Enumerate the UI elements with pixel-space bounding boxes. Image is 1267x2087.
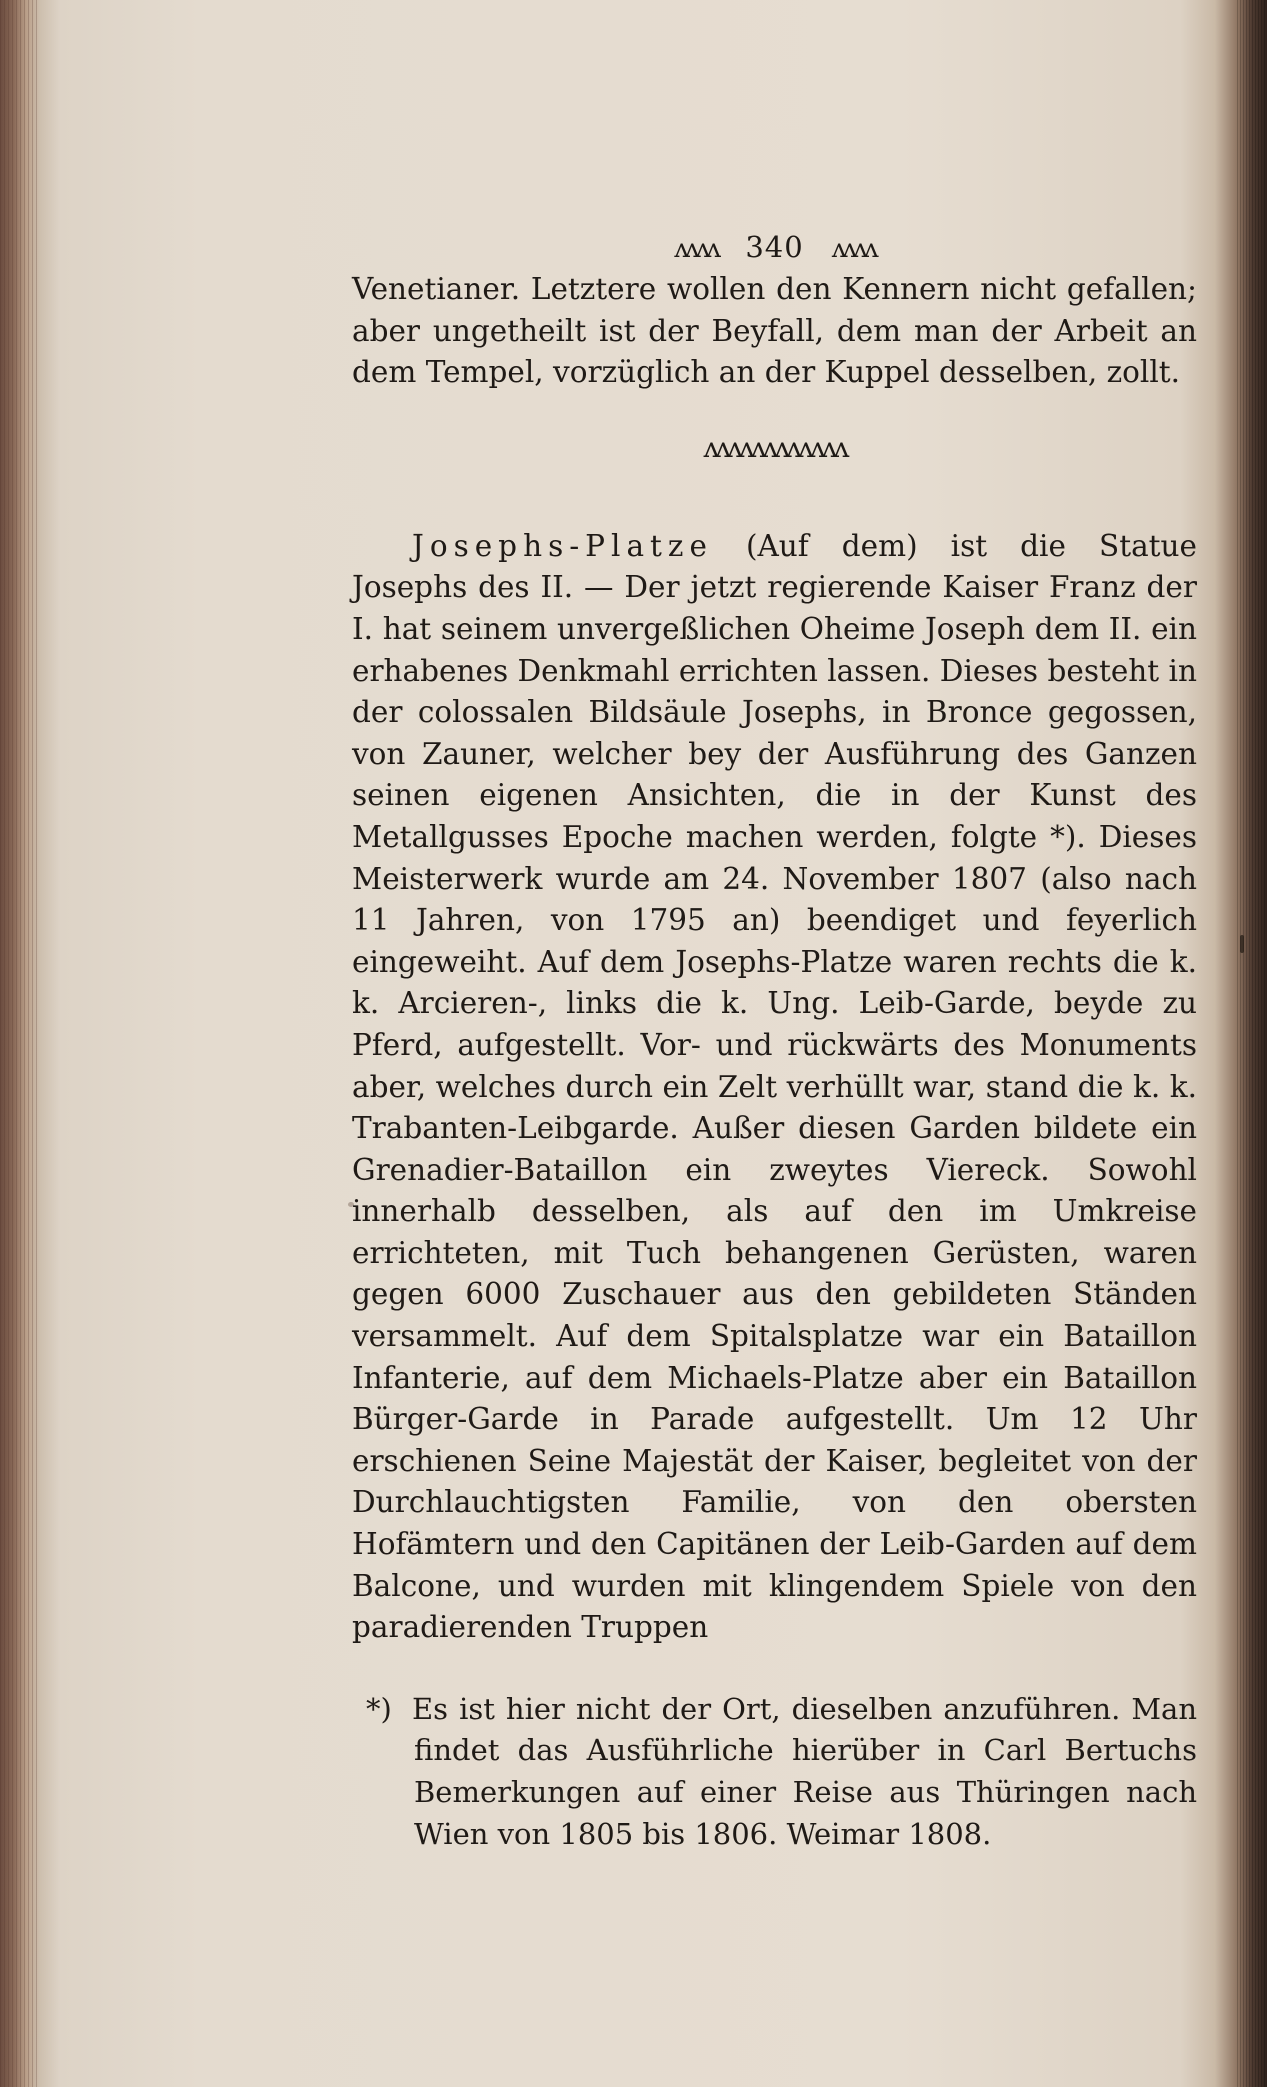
paragraph-josephsplatz	[352, 526, 1197, 1649]
header-ornament-right: ʌʌʌʌ	[831, 234, 875, 264]
section-divider: ʌʌʌʌʌʌʌʌʌʌʌʌ	[703, 430, 846, 464]
page-number: 340	[745, 230, 804, 264]
page-stack-edge-right	[1237, 0, 1267, 2087]
footnote	[352, 1689, 1197, 1855]
paper-speck	[1240, 935, 1244, 953]
text-block	[352, 225, 1197, 1855]
page-stack-edge-left	[0, 0, 40, 2087]
header-ornament-left: ʌʌʌʌ	[674, 234, 718, 264]
entry-body: (Auf dem) ist die Statue Josephs des II. — Der jetzt regierende Kaiser Franz der I. hat seinem unvergeßlichen Oheime Joseph dem II. ein erhabenes Denkmahl errichten lassen. Dieses besteht in der colossalen Bildsäule Josephs, in Bronce gegossen, von Zauner, welcher bey der Ausführung des Ganzen seinen eigenen Ansichten, die in der Kunst des Metallgusses Epoche machen werden, folgte *). Dieses Meisterwerk wurde am 24. November 1807 (also nach 11 Jahren, von 1795 an) beendiget und feyerlich eingeweiht. Auf dem Josephs-Platze waren rechts die k. k. Arcieren-, links die k. Ung. Leib-Garde, beyde zu Pferd, aufgestellt. Vor- und rückwärts des Monuments aber, welches durch ein Zelt verhüllt war, stand die k. k. Trabanten-Leibgarde. Außer diesen Garden bildete ein Grenadier-Bataillon ein zweytes Viereck. Sowohl innerhalb desselben, als auf den im Umkreise errichteten, mit Tuch behangenen Gerüsten, waren gegen 6000 Zuschauer aus den gebildeten Ständen versammelt. Auf dem Spitalsplatze war ein Bataillon Infanterie, auf dem Michaels-Platze aber ein Bataillon Bürger-Garde in Parade aufgestellt. Um 12 Uhr erschienen Seine Majestät der Kaiser, begleitet von der Durchlauchtigsten Familie, von den obersten Hofämtern und den Capitänen der Leib-Garden auf dem Balcone, und wurden mit klingendem Spiele von den paradierenden Truppen	[352, 528, 1197, 1645]
running-header	[352, 225, 1197, 269]
footnote-text: Es ist hier nicht der Ort, dieselben anzuführen. Man findet das Ausführliche hierüber in Carl Bertuchs Bemerkungen auf einer Reise aus Thüringen nach Wien von 1805 bis 1806. Weimar 1808.	[412, 1691, 1197, 1851]
paragraph-continued: Venetianer. Letztere wollen den Kennern nicht gefallen; aber ungetheilt ist der Beyfall, dem man der Arbeit an dem Tempel, vorzüglich an der Kuppel desselben, zollt.	[352, 272, 1197, 390]
footnote-marker: *)	[366, 1691, 392, 1726]
entry-heading: Josephs-Platze	[412, 528, 713, 563]
